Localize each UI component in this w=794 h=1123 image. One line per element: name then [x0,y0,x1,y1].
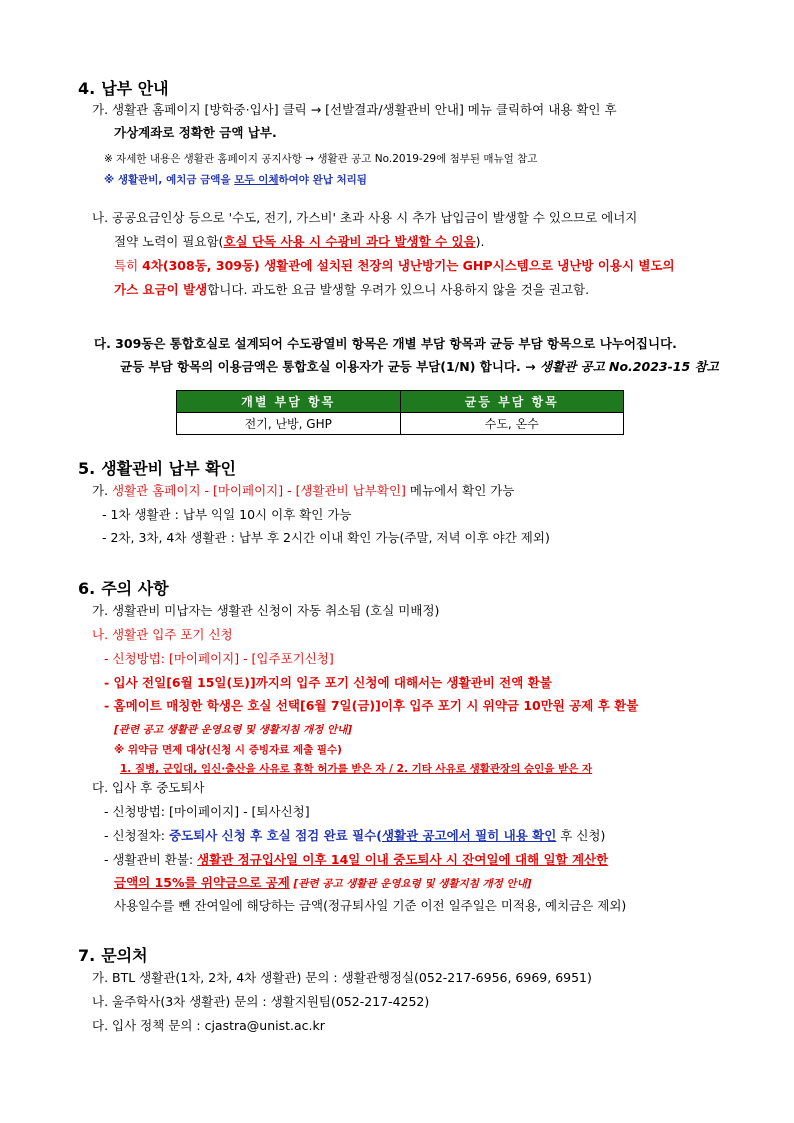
table-cell-individual: 전기, 난방, GHP [177,413,401,435]
s6-da-detail-1: - 신청방법: [마이페이지] - [퇴사신청] [104,804,310,819]
section-5-heading: 5. 생활관비 납부 확인 [78,459,237,478]
s6-na-note-exempt: ※ 위약금 면제 대상(신청 시 증빙자료 제출 필수) [114,744,342,756]
s4-ga-line2: 가상계좌로 정확한 금액 납부. [114,125,277,140]
s4-ga-line1: 가. 생활관 홈페이지 [방학중·입사] 클릭 → [선발결과/생활관비 안내] 메뉴 클릭하여 내용 확인 후 [92,102,617,117]
s6-da-detail-3: - 생활관비 환불: 생활관 정규입사일 이후 14일 이내 중도퇴사 시 잔여일에 대해 일할 계산한 [104,852,609,867]
s6-na-note-notice: [관련 공고 생활관 운영요령 및 생활지침 개정 안내] [114,724,353,736]
s5-detail-2: - 2차, 3차, 4차 생활관 : 납부 후 2시간 이내 확인 가능(주말, 저녁 이후 야간 제외) [102,530,550,545]
s4-na-line1: 나. 공공요금인상 등으로 '수도, 전기, 가스비' 초과 사용 시 추가 납입금이 발생할 수 있으므로 에너지 [92,210,638,225]
s6-ga-line: 가. 생활관비 미납자는 생활관 신청이 자동 취소됨 (호실 미배정) [92,603,440,618]
s6-na-line: 나. 생활관 입주 포기 신청 [92,627,233,642]
table-header-row [177,391,624,413]
s4-note-transfer: ※ 생활관비, 예치금 금액을 모두 이체하여야 완납 처리됨 [104,174,367,186]
table-header-individual: 개별 부담 항목 [177,391,401,413]
section-6-heading: 6. 주의 사항 [78,579,169,598]
table-header-shared: 균등 부담 항목 [400,391,624,413]
burden-table [176,390,624,435]
s7-contact-policy-email[interactable]: 다. 입사 정책 문의 : cjastra@unist.ac.kr [92,1018,325,1033]
s4-da-line2: 균등 부담 항목의 이용금액은 통합호실 이용자가 균등 부담(1/N) 합니다. → 생활관 공고 No.2023-15 참고 [120,359,719,374]
s5-detail-1: - 1차 생활관 : 납부 익일 10시 이후 확인 가능 [102,507,352,522]
s4-da-line1: 다. 309동은 통합호실로 설계되어 수도광열비 항목은 개별 부담 항목과 균등 부담 항목으로 나누어집니다. [94,336,677,351]
s6-da-detail-2: - 신청절차: 중도퇴사 신청 후 호실 점검 완료 필수(생활관 공고에서 필히 내용 확인 후 신청) [104,828,606,843]
s6-da-detail-5: 사용일수를 뺀 잔여일에 해당하는 금액(정규퇴사일 기준 이전 일주일은 미적용, 예치금은 제외) [114,898,627,913]
section-4-heading: 4. 납부 안내 [78,79,169,98]
s4-na-line4: 가스 요금이 발생합니다. 과도한 요금 발생할 우려가 있으니 사용하지 않을 것을 권고함. [114,282,590,297]
s6-na-note-criteria: 1. 질병, 군입대, 임신·출산을 사유로 휴학 허가를 받은 자 / 2. 기타 사유로 생활관장의 승인을 받은 자 [120,763,593,775]
s4-na-line3: 특히 4차(308동, 309동) 생활관에 설치된 천장의 냉난방기는 GHP시스템으로 냉난방 이용시 별도의 [114,258,675,273]
s6-na-detail-3: - 홈메이트 매칭한 학생은 호실 선택[6월 7일(금)]이후 입주 포기 시 위약금 10만원 공제 후 환불 [104,698,639,713]
s6-da-detail-4: 금액의 15%를 위약금으로 공제 [관련 공고 생활관 운영요령 및 생활지침 개정 안내] [114,875,532,890]
s6-na-detail-2: - 입사 전일[6월 15일(토)]까지의 입주 포기 신청에 대해서는 생활관비 전액 환불 [104,675,552,690]
section-7-heading: 7. 문의처 [78,946,148,965]
s6-da-line: 다. 입사 후 중도퇴사 [92,780,205,795]
s7-contact-btl: 가. BTL 생활관(1차, 2차, 4차 생활관) 문의 : 생활관행정실(052-217-6956, 6969, 6951) [92,970,592,985]
s6-na-detail-1: - 신청방법: [마이페이지] - [입주포기신청] [104,651,334,666]
table-row [177,413,624,435]
s4-note-manual: ※ 자세한 내용은 생활관 홈페이지 공지사항 → 생활관 공고 No.2019-29에 첨부된 매뉴얼 참고 [104,153,538,165]
s5-ga-line: 가. 생활관 홈페이지 - [마이페이지] - [생활관비 납부확인] 메뉴에서 확인 가능 [92,483,515,498]
s7-contact-uljuhaksa: 나. 울주학사(3차 생활관) 문의 : 생활지원팀(052-217-4252) [92,994,430,1009]
table-cell-shared: 수도, 온수 [400,413,624,435]
s4-na-line2: 절약 노력이 필요함(호실 단독 사용 시 수광비 과다 발생할 수 있음). [114,234,485,249]
